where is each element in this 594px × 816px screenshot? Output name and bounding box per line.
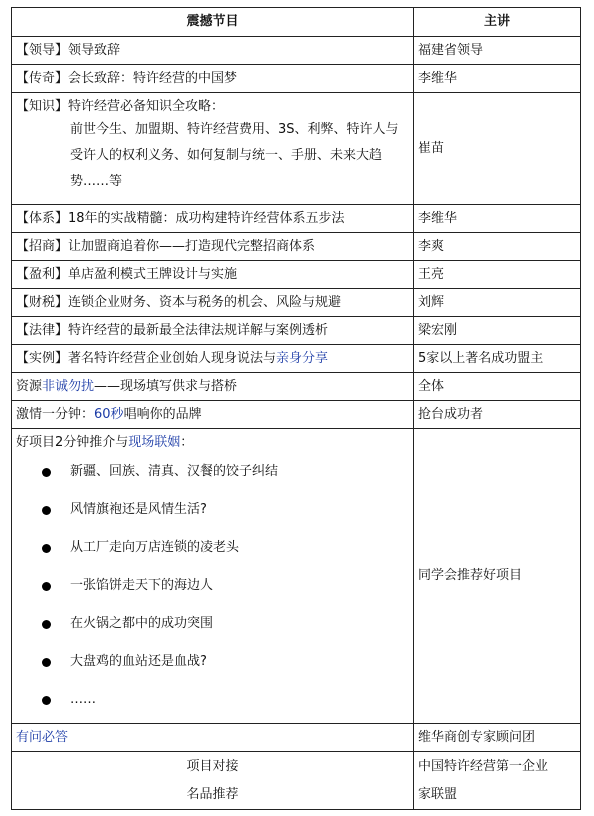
program-title: 著名特许经营企业创始人现身说法与 (68, 350, 277, 366)
program-suffix: 唱响你的品牌 (123, 406, 202, 422)
program-prefix: 资源 (16, 378, 43, 394)
bullet-icon (42, 506, 51, 515)
list-item-text: 风情旗袍还是风情生活? (70, 502, 207, 517)
program-detail: 前世今生、加盟期、特许经营费用、3S、利弊、特许人与受许人的权利义务、如何复制与统一、手册、未来大趋势……等 (70, 122, 399, 189)
section-tag: 【财税】 (16, 294, 69, 310)
speaker-cell: 刘辉 (414, 289, 581, 317)
list-item (38, 529, 409, 567)
speaker-line: 中国特许经营第一企业 (418, 758, 549, 774)
header-program: 震撼节目 (12, 8, 414, 37)
table-row (12, 205, 581, 233)
speaker-cell: 5家以上著名成功盟主 (414, 345, 581, 373)
program-link[interactable]: 非诚勿扰 (42, 378, 95, 394)
program-cell (12, 93, 414, 205)
table-row (12, 429, 581, 724)
program-cell (12, 373, 414, 401)
program-cell (12, 429, 414, 724)
speaker-cell: 李维华 (414, 205, 581, 233)
table-row (12, 37, 581, 65)
table-row (12, 345, 581, 373)
table-row (12, 65, 581, 93)
table-row (12, 401, 581, 429)
list-item (38, 605, 409, 643)
program-cell (12, 233, 414, 261)
bullet-icon (42, 582, 51, 591)
program-title: 特许经营的最新最全法律法规详解与案例透析 (68, 322, 329, 338)
speaker-cell: 崔苗 (414, 93, 581, 205)
program-line: 项目对接 (186, 758, 239, 774)
list-item-text: 从工厂走向万店连锁的凌老头 (70, 540, 240, 555)
program-cell (12, 205, 414, 233)
table-row (12, 233, 581, 261)
table-row (12, 93, 581, 205)
bullet-icon (42, 658, 51, 667)
program-title: 会长致辞：特许经营的中国梦 (68, 70, 238, 86)
program-cell (12, 401, 414, 429)
program-cell (12, 37, 414, 65)
program-title: 连锁企业财务、资本与税务的机会、风险与规避 (68, 294, 342, 310)
list-item-text: 大盘鸡的血站还是血战? (70, 654, 207, 669)
list-item (38, 453, 409, 491)
program-prefix: 激情一分钟： (16, 406, 95, 422)
program-title: 18年的实战精髓：成功构建特许经营体系五步法 (68, 210, 345, 226)
agenda-table (11, 7, 581, 810)
list-item-text: 一张馅饼走天下的海边人 (70, 578, 214, 593)
speaker-cell: 抢台成功者 (414, 401, 581, 429)
speaker-cell (414, 752, 581, 810)
list-item (38, 567, 409, 605)
section-tag: 【实例】 (16, 350, 69, 366)
section-tag: 【盈利】 (16, 266, 69, 282)
bullet-icon (42, 620, 51, 629)
table-row (12, 289, 581, 317)
program-cell (12, 261, 414, 289)
list-item-text: …… (70, 692, 96, 707)
bullet-icon (42, 696, 51, 705)
section-tag: 【招商】 (16, 238, 69, 254)
table-header (12, 8, 581, 37)
table-row (12, 261, 581, 289)
section-tag: 【法律】 (16, 322, 69, 338)
program-title: 让加盟商追着你——打造现代完整招商体系 (68, 238, 316, 254)
speaker-cell: 王亮 (414, 261, 581, 289)
list-item (38, 681, 409, 719)
list-item-text: 在火锅之都中的成功突围 (70, 616, 214, 631)
program-cell (12, 317, 414, 345)
program-prefix: 好项目2分钟推介与 (16, 435, 129, 450)
program-suffix: ——现场填写供求与搭桥 (94, 378, 238, 394)
bullet-icon (42, 544, 51, 553)
section-tag: 【传奇】 (16, 70, 69, 86)
table-row (12, 317, 581, 345)
speaker-line: 家联盟 (418, 786, 458, 802)
bullet-icon (42, 468, 51, 477)
list-item-text: 新疆、回族、清真、汉餐的饺子纠结 (70, 464, 279, 479)
section-tag: 【体系】 (16, 210, 69, 226)
program-line: 名品推荐 (186, 786, 239, 802)
speaker-cell: 梁宏刚 (414, 317, 581, 345)
program-title: 领导致辞 (68, 42, 121, 58)
list-item (38, 643, 409, 681)
speaker-cell: 李爽 (414, 233, 581, 261)
table-row (12, 724, 581, 752)
program-cell (12, 345, 414, 373)
program-title: 特许经营必备知识全攻略： (68, 99, 225, 114)
program-link[interactable]: 亲身分享 (276, 350, 329, 366)
table-row (12, 752, 581, 810)
list-item (38, 491, 409, 529)
program-suffix: ： (180, 435, 194, 450)
program-cell (12, 289, 414, 317)
program-cell (12, 65, 414, 93)
projects-heading (16, 433, 409, 453)
section-tag: 【知识】 (16, 99, 69, 114)
speaker-cell: 福建省领导 (414, 37, 581, 65)
speaker-cell: 李维华 (414, 65, 581, 93)
speaker-cell: 维华商创专家顾问团 (414, 724, 581, 752)
header-speaker: 主讲 (414, 8, 581, 37)
program-link[interactable]: 现场联姻 (128, 435, 181, 450)
program-link[interactable]: 60秒 (94, 406, 124, 422)
speaker-cell: 同学会推荐好项目 (414, 429, 581, 724)
program-cell (12, 752, 414, 810)
program-link[interactable]: 有问必答 (12, 724, 414, 752)
project-list (16, 453, 409, 723)
section-tag: 【领导】 (16, 42, 69, 58)
program-title: 单店盈利模式王牌设计与实施 (68, 266, 238, 282)
table-row (12, 373, 581, 401)
speaker-cell: 全体 (414, 373, 581, 401)
